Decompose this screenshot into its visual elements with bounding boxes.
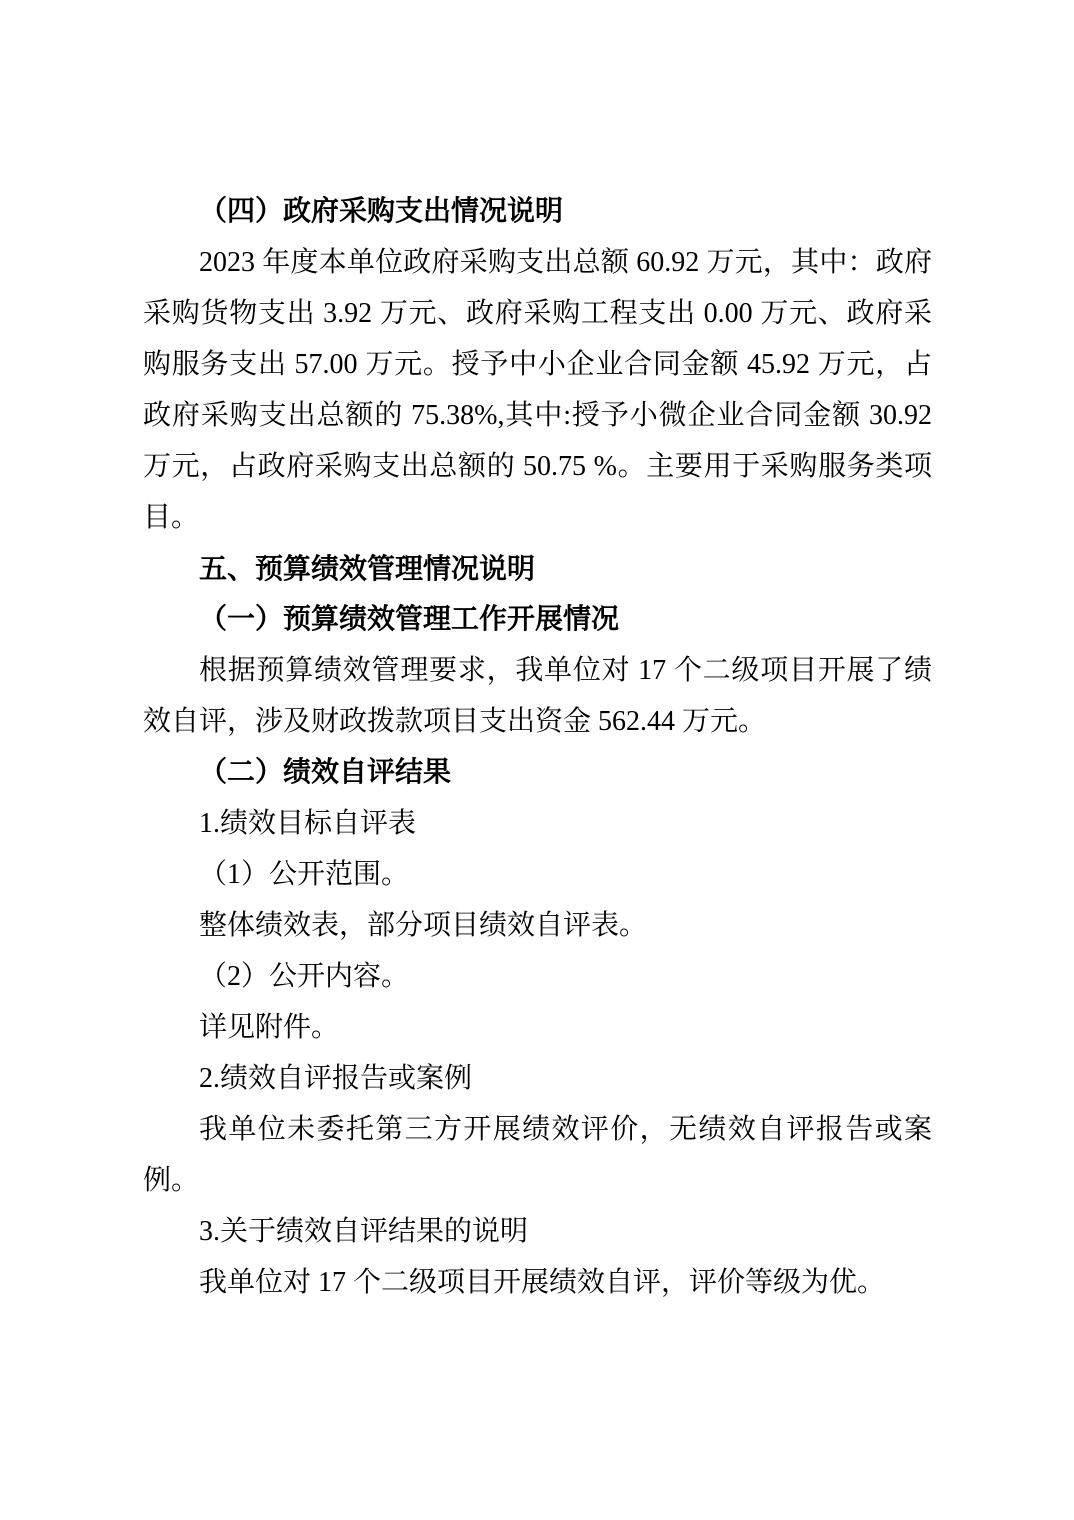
para-open-scope-label: （1）公开范围。 [199, 859, 410, 890]
heading-budget-performance-management: 五、预算绩效管理情况说明 [199, 553, 536, 584]
para-item3-content: 我单位对 17 个二级项目开展绩效自评，评价等级为优。 [199, 1267, 886, 1298]
para-open-content-label: （2）公开内容。 [199, 961, 410, 992]
para-performance-work-detail: 根据预算绩效管理要求，我单位对 17 个二级项目开展了绩效自评，涉及财政拨款项目支出资金 562.44 万元。 [143, 655, 932, 737]
para-item2-report-or-case: 2.绩效自评报告或案例 [199, 1063, 473, 1094]
heading-performance-work-development: （一）预算绩效管理工作开展情况 [199, 604, 620, 635]
heading-gov-procurement-expenditure: （四）政府采购支出情况说明 [199, 196, 564, 227]
para-see-attachment: 详见附件。 [199, 1012, 340, 1043]
para-procurement-detail: 2023 年度本单位政府采购支出总额 60.92 万元，其中：政府采购货物支出 3.92 万元、政府采购工程支出 0.00 万元、政府采购服务支出 57.00 万元。授予中小企业合同金额 45.92 万元，占政府采购支出总额的 75.38%,其中:授予小微企业合同金额 30.92 万元，占政府采购支出总额的 50.75 %。主要用于采购服务类项目。 [143, 247, 932, 533]
para-item1-self-evaluation-table: 1.绩效目标自评表 [199, 808, 417, 839]
heading-self-evaluation-results: （二）绩效自评结果 [199, 757, 452, 788]
para-open-scope-content: 整体绩效表，部分项目绩效自评表。 [199, 910, 648, 941]
para-item3-result-explanation: 3.关于绩效自评结果的说明 [199, 1216, 529, 1247]
para-item2-content: 我单位未委托第三方开展绩效评价，无绩效自评报告或案例。 [143, 1114, 932, 1196]
